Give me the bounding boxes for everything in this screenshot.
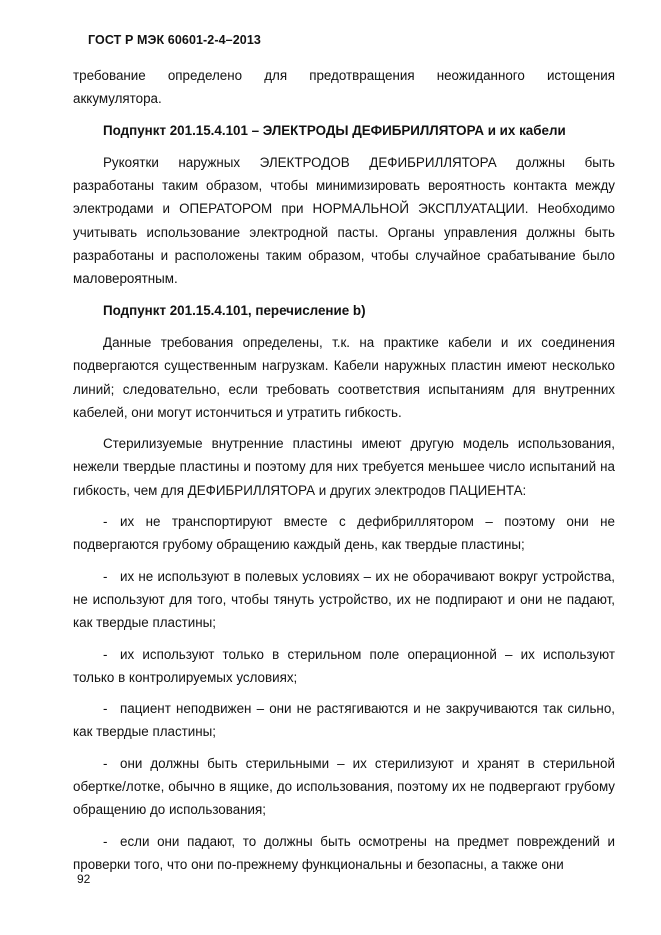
document-header: ГОСТ Р МЭК 60601-2-4–2013 <box>88 33 261 47</box>
list-item <box>73 565 615 635</box>
list-item <box>73 830 615 877</box>
document-body <box>73 64 615 884</box>
list-item-text: их используют только в стерильном поле операционной – их используют только в контролируемых условиях; <box>73 646 615 685</box>
list-dash: - <box>103 646 108 662</box>
list-item-text: пациент неподвижен – они не растягиваются и не закручиваются так сильно, как твердые пластины; <box>73 701 615 740</box>
list-dash: - <box>103 568 108 584</box>
list-dash: - <box>103 514 108 530</box>
paragraph-sterilizable-paddles: Стерилизуемые внутренние пластины имеют другую модель использования, нежели твердые пластины и поэтому для них требуется меньшее число испытаний на гибкость, чем для ДЕФИБРИЛЛЯТОРА и других электродов ПАЦИЕНТА: <box>73 436 615 498</box>
list-item <box>73 697 615 744</box>
subclause-heading-enumeration-b: Подпункт 201.15.4.101, перечисление b) <box>103 302 366 318</box>
list-item-text: они должны быть стерильными – их стерилизуют и хранят в стерильной обертке/лотке, обычно в ящике, до использования, поэтому их не подвергают грубому обращению до использования; <box>73 755 615 818</box>
paragraph-continuation: требование определено для предотвращения неожиданного истощения аккумулятора. <box>73 68 615 107</box>
list-item-text: их не используют в полевых условиях – их не оборачивают вокруг устройства, не используют для того, чтобы тянуть устройство, их не подпирают и они не падают, как твердые пластины; <box>73 568 615 631</box>
page-number: 92 <box>77 872 91 886</box>
paragraph-electrode-handles: Рукоятки наружных ЭЛЕКТРОДОВ ДЕФИБРИЛЛЯТОРА должны быть разработаны таким образом, чтобы минимизировать вероятность контакта между электродами и ОПЕРАТОРОМ при НОРМАЛЬНОЙ ЭКСПЛУАТАЦИИ. Необходимо учитывать использование электродной пасты. Органы управления должны быть разработаны и расположены таким образом, чтобы случайное срабатывание было маловероятным. <box>73 154 615 287</box>
list-dash: - <box>103 833 108 849</box>
list-dash: - <box>103 755 108 771</box>
list-item <box>73 510 615 557</box>
list-item-text: если они падают, то должны быть осмотрены на предмет повреждений и проверки того, что они по-прежнему функциональны и безопасны, а также они <box>73 833 615 872</box>
paragraph-cable-requirements: Данные требования определены, т.к. на практике кабели и их соединения подвергаются существенным нагрузкам. Кабели наружных пластин имеют несколько линий; следовательно, если требовать соответствия испытаниям для внутренних кабелей, они могут истончиться и утратить гибкость. <box>73 334 615 420</box>
list-item <box>73 752 615 822</box>
list-dash: - <box>103 701 108 717</box>
list-item <box>73 643 615 690</box>
subclause-heading-electrodes: Подпункт 201.15.4.101 – ЭЛЕКТРОДЫ ДЕФИБРИЛЛЯТОРА и их кабели <box>103 122 566 138</box>
list-item-text: их не транспортируют вместе с дефибриллятором – поэтому они не подвергаются грубому обращению каждый день, как твердые пластины; <box>73 514 615 553</box>
